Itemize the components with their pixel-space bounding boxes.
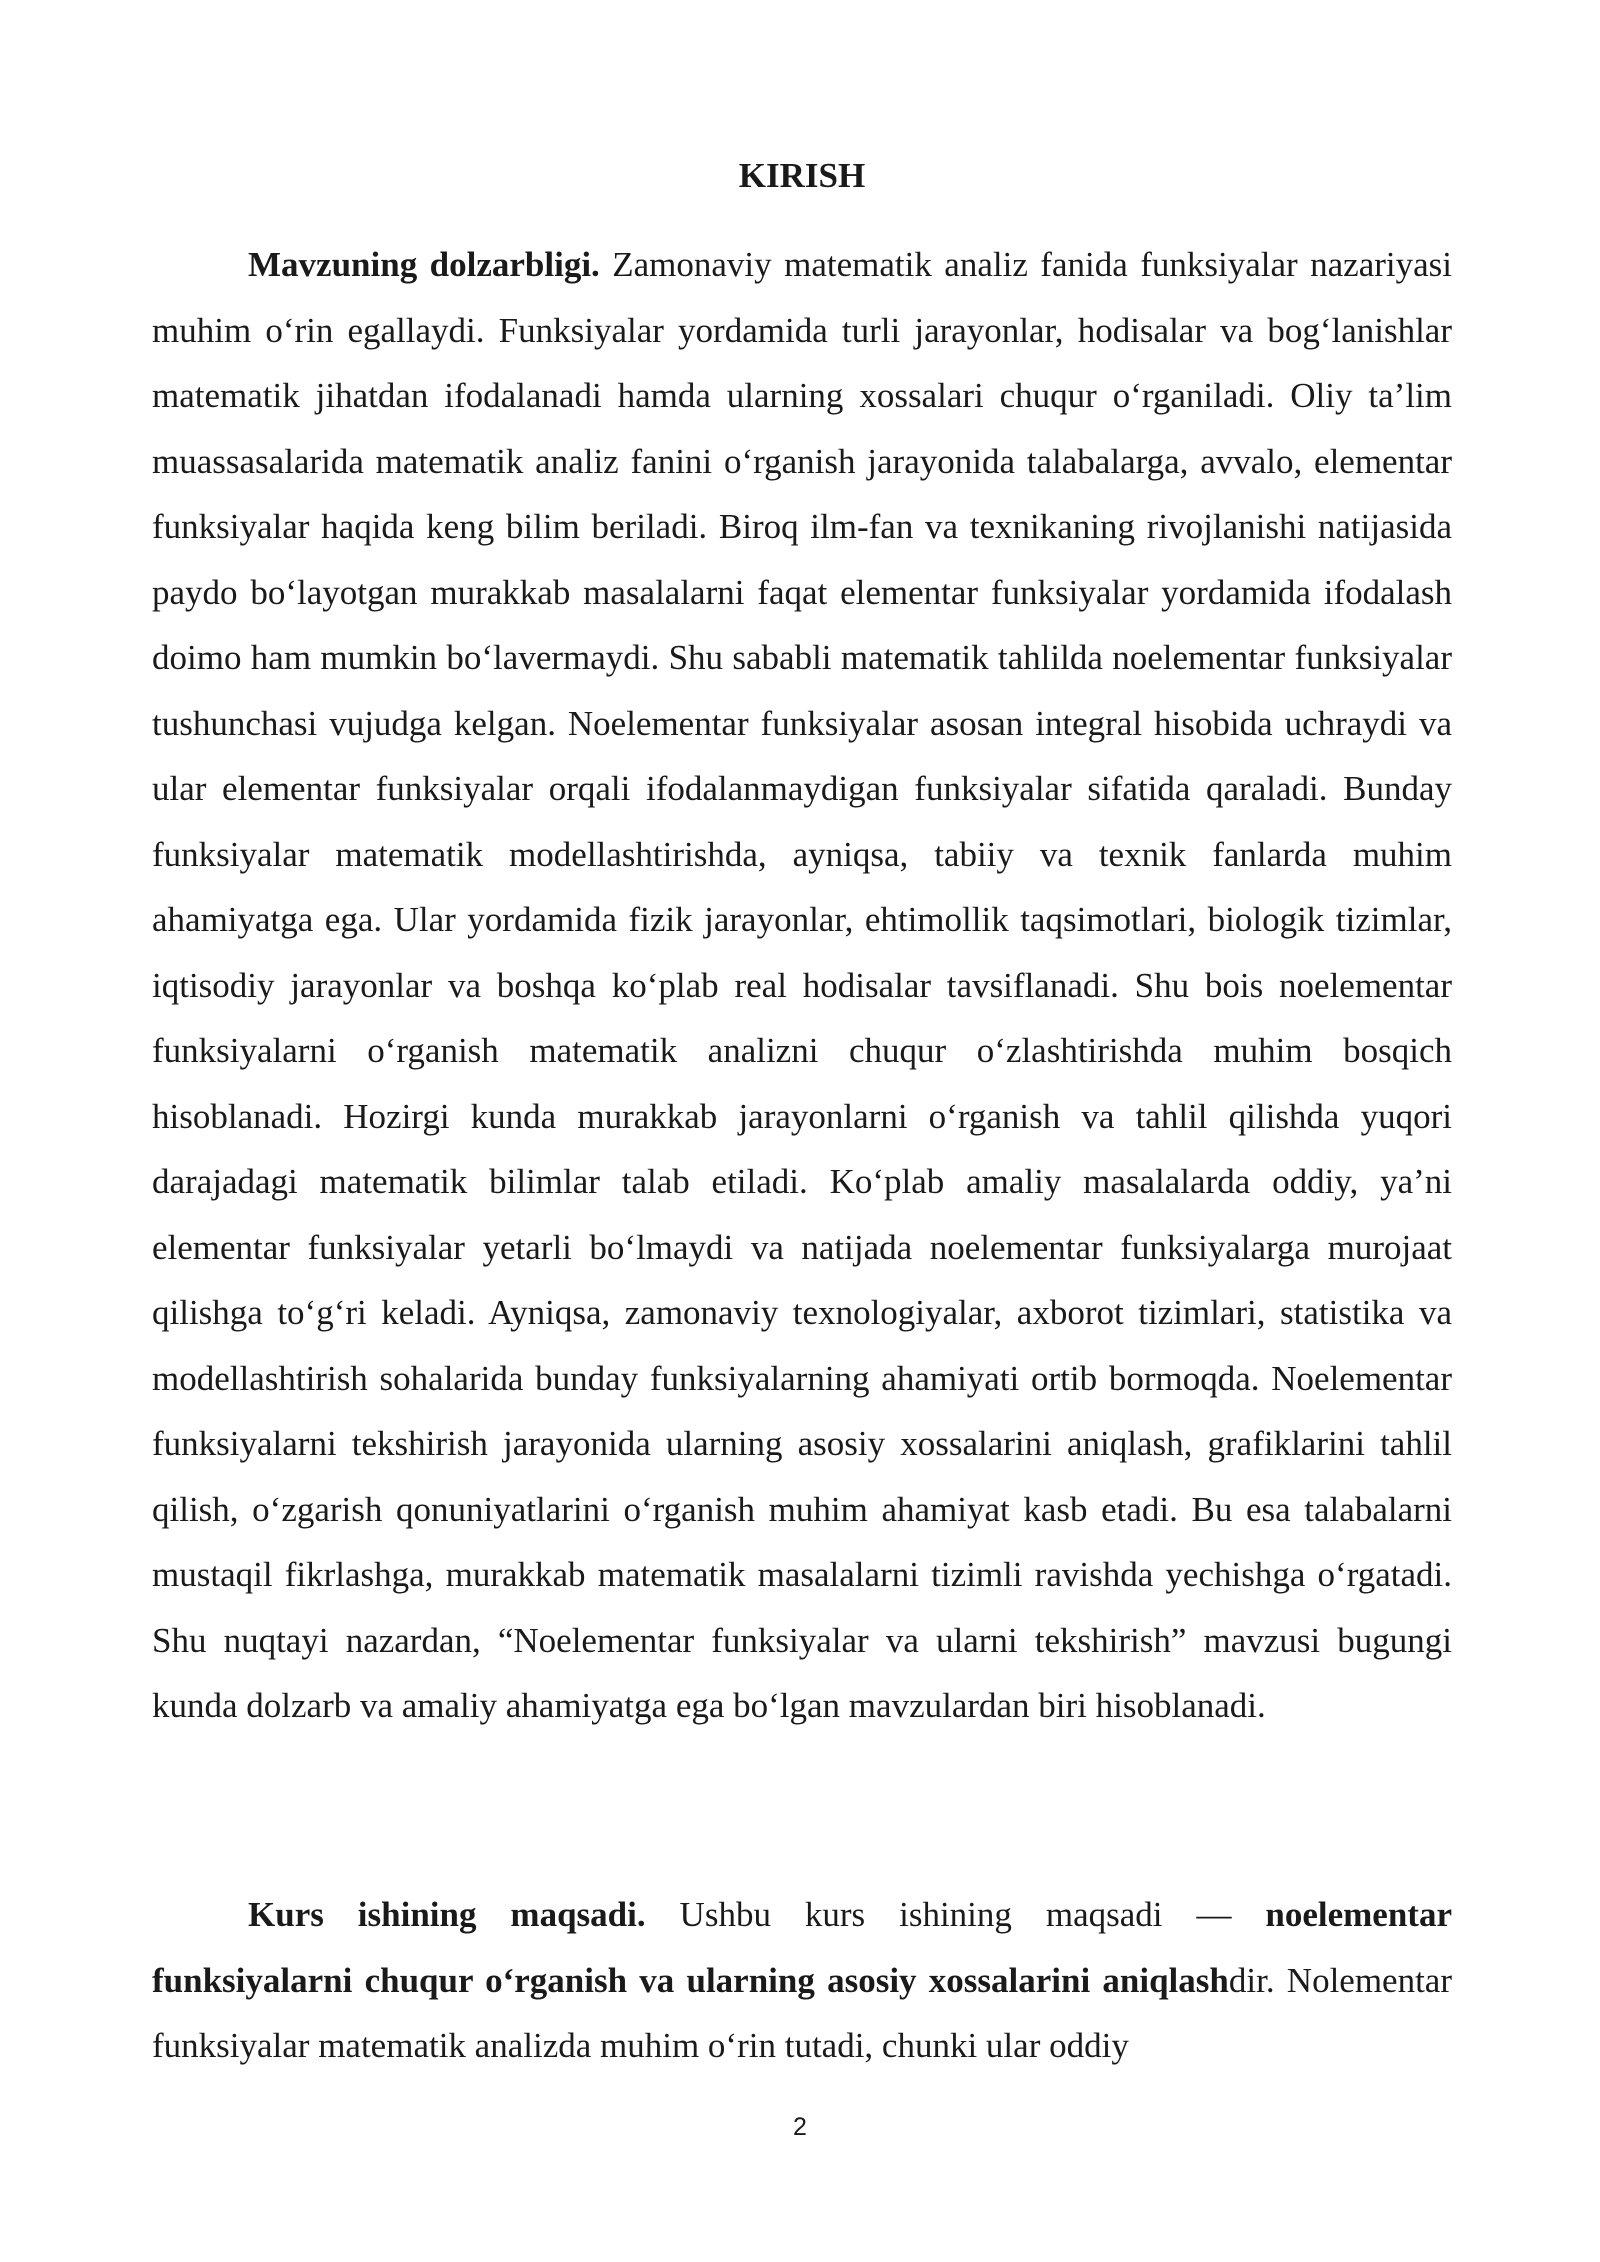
paragraph-goal-text-before: Ushbu kurs ishining maqsadi —: [645, 1895, 1266, 1934]
paragraph-relevance-text: Zamonaviy matematik analiz fanida funksiyalar nazariyasi muhim o‘rin egallaydi. Funksiyalar yordamida turli jarayonlar, hodisalar va bog‘lanishlar matematik jihatdan ifodalanadi hamda ularning xossalari chuqur o‘rganiladi. Oliy ta’lim muassasalarida matematik analiz fanini o‘rganish jarayonida talabalarga, avvalo, elementar funksiyalar haqida keng bilim beriladi. Biroq ilm-fan va texnikaning rivojlanishi natijasida paydo bo‘layotgan murakkab masalalarni faqat elementar funksiyalar yordamida ifodalash doimo ham mumkin bo‘lavermaydi. Shu sababli matematik tahlilda noelementar funksiyalar tushunchasi vujudga kelgan. Noelementar funksiyalar asosan integral hisobida uchraydi va ular elementar funksiyalar orqali ifodalanmaydigan funksiyalar sifatida qaraladi. Bunday funksiyalar matematik modellashtirishda, ayniqsa, tabiiy va texnik fanlarda muhim ahamiyatga ega. Ular yordamida fizik jarayonlar, ehtimollik taqsimotlari, biologik tizimlar, iqtisodiy jarayonlar va boshqa ko‘plab real hodisalar tavsiflanadi. Shu bois noelementar funksiyalarni o‘rganish matematik analizni chuqur o‘zlashtirishda muhim bosqich hisoblanadi. Hozirgi kunda murakkab jarayonlarni o‘rganish va tahlil qilishda yuqori darajadagi matematik bilimlar talab etiladi. Ko‘plab amaliy masalalarda oddiy, ya’ni elementar funksiyalar yetarli bo‘lmaydi va natijada noelementar funksiyalarga murojaat qilishga to‘g‘ri keladi. Ayniqsa, zamonaviy texnologiyalar, axborot tizimlari, statistika va modellashtirish sohalarida bunday funksiyalarning ahamiyati ortib bormoqda. Noelementar funksiyalarni tekshirish jarayonida ularning asosiy xossalarini aniqlash, grafiklarini tahlil qilish, o‘zgarish qonuniyatlarini o‘rganish muhim ahamiyat kasb etadi. Bu esa talabalarni mustaqil fikrlashga, murakkab matematik masalalarni tizimli ravishda yechishga o‘rgatadi. Shu nuqtayi nazardan, “Noelementar funksiyalar va ularni tekshirish” mavzusi bugungi kunda dolzarb va amaliy ahamiyatga ega bo‘lgan mavzulardan biri hisoblanadi.: [152, 245, 1452, 1725]
paragraph-goal-text-after: dir. Nolementar funksiyalar matematik analizda muhim o‘rin tutadi, chunki ular oddiy: [152, 1960, 1452, 2065]
paragraph-goal-bold-phrase: noelementar funksiyalarni chuqur o‘rganish va ularning asosiy xossalarini aniqlash: [152, 1895, 1452, 2000]
paragraph-goal: [152, 1882, 1452, 2079]
paragraph-relevance-lead: Mavzuning dolzarbligi.: [248, 245, 600, 284]
paragraph-goal-lead: Kurs ishining maqsadi.: [248, 1895, 646, 1934]
section-heading: KIRISH: [738, 156, 866, 195]
page-number: 2: [793, 2113, 807, 2141]
paragraph-relevance: [152, 232, 1452, 1739]
